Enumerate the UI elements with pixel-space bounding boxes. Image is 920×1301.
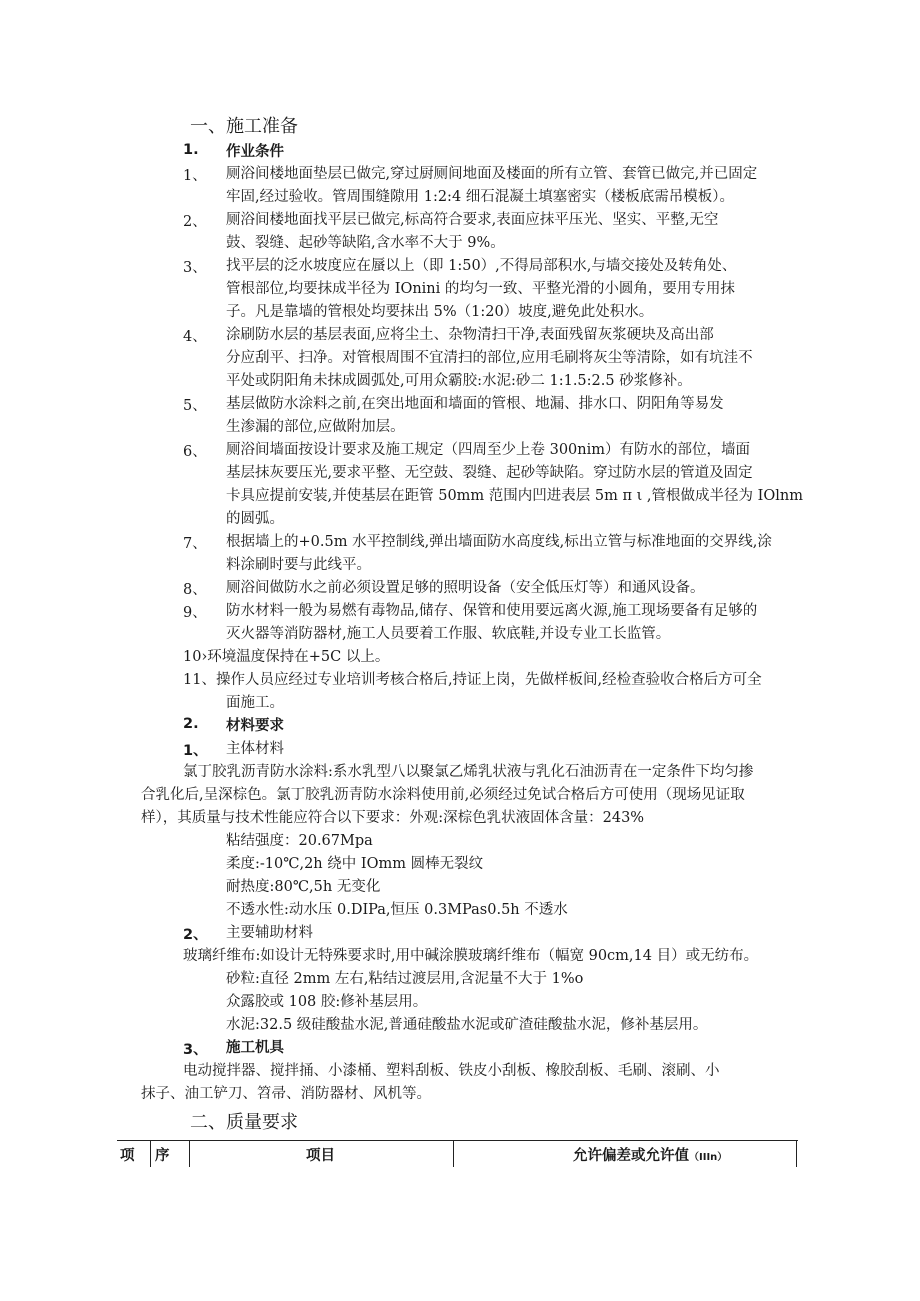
subsubsection-title-aux-material: 主要辅助材料 xyxy=(226,925,313,941)
item-text-line: 的圆弧。 xyxy=(226,511,284,527)
item-text-line: 料涂刷时要与此线平。 xyxy=(226,557,371,573)
paragraph-line: 玻璃纤维布:如设计无特殊要求时,用中碱涂膜玻璃纤维布（幅宽 90cm,14 目）或无纺布。 xyxy=(183,948,759,964)
item-text-line: 子。凡是靠墙的管根处均要抹出 5%（1:20）坡度,避免此处积水。 xyxy=(226,304,654,320)
table-header-col1: 项 xyxy=(120,1148,135,1164)
spec-line: 砂粒:直径 2mm 左右,粘结过渡层用,含泥量不大于 1%o xyxy=(226,971,584,987)
paragraph-line: 氯丁胶乳沥青防水涂料:系水乳型八以聚氯乙烯乳状液与乳化石油沥青在一定条件下均匀掺 xyxy=(183,764,754,780)
subsubsection-number: 1、 xyxy=(183,743,208,759)
paragraph-line: 抹子、油工铲刀、笤帚、消防器材、风机等。 xyxy=(141,1086,431,1102)
item-number: 9、 xyxy=(183,605,207,621)
subsection-number: 1. xyxy=(183,142,199,158)
spec-line: 不透水性:动水压 0.DIPa,恒压 0.3MPas0.5h 不透水 xyxy=(226,902,568,918)
item-text-line: 管根部位,均要抹成半径为 IOnini 的均匀一致、平整光滑的小圆角，要用专用抹 xyxy=(226,281,735,297)
spec-line: 粘结强度：20.67Mpa xyxy=(226,833,373,849)
item-text-line: 基层抹灰要压光,要求平整、无空鼓、裂缝、起砂等缺陷。穿过防水层的管道及固定 xyxy=(226,465,753,481)
quality-table-header xyxy=(117,1140,798,1167)
subsection-title-material-requirements: 材料要求 xyxy=(226,718,284,734)
item-text-line: 灭火器等消防器材,施工人员要着工作服、软底鞋,并设专业工长监管。 xyxy=(226,626,671,642)
subsubsection-number: 2、 xyxy=(183,927,208,943)
item-number: 6、 xyxy=(183,444,207,460)
paragraph-line: 电动搅拌器、搅拌捅、小漆桶、塑料刮板、铁皮小刮板、橡胶刮板、毛刷、滚刷、小 xyxy=(183,1063,720,1079)
item-text-line: 牢固,经过验收。管周围缝隙用 1:2:4 细石混凝土填塞密实（楼板底需吊模板）。 xyxy=(226,189,735,205)
item-text-line: 10›环境温度保持在+5C 以上。 xyxy=(183,649,390,665)
item-number: 3、 xyxy=(183,260,207,276)
item-text-line: 厕浴间楼地面找平层已做完,标高符合要求,表面应抹平压光、坚实、平整,无空 xyxy=(226,212,719,228)
table-divider xyxy=(796,1141,797,1167)
spec-line: 水泥:32.5 级硅酸盐水泥,普通硅酸盐水泥或矿渣硅酸盐水泥，修补基层用。 xyxy=(226,1017,708,1033)
subsection-title-tools: 施工机具 xyxy=(226,1040,284,1056)
item-text-line: 厕浴间楼地面垫层已做完,穿过厨厕间地面及楼面的所有立管、套管已做完,并已固定 xyxy=(226,166,758,182)
table-divider xyxy=(189,1141,190,1167)
paragraph-line: 合乳化后,呈深棕色。氯丁胶乳沥青防水涂料使用前,必须经过免试合格后方可使用（现场见证取 xyxy=(141,787,745,803)
item-text-line: 鼓、裂缝、起砂等缺陷,含水率不大于 9%。 xyxy=(226,235,505,251)
table-header-tolerance xyxy=(573,1144,727,1165)
table-header-tolerance-label: 允许偏差或允许值 xyxy=(573,1148,689,1164)
item-number: 1、 xyxy=(183,168,207,184)
item-text-line: 厕浴间做防水之前必须设置足够的照明设备（安全低压灯等）和通风设备。 xyxy=(226,580,705,596)
subsection-title-work-conditions: 作业条件 xyxy=(226,144,284,160)
item-text-line: 找平层的泛水坡度应在蜃以上（即 1:50）,不得局部积水,与墙交接处及转角处、 xyxy=(226,258,737,274)
item-text-line: 根据墙上的+0.5m 水平控制线,弹出墙面防水高度线,标出立管与标准地面的交界线,涂 xyxy=(226,534,772,550)
table-header-col2: 序 xyxy=(155,1148,170,1164)
spec-line: 柔度:-10℃,2h 绕中 IOmm 圆棒无裂纹 xyxy=(226,856,484,872)
item-text-line: 生渗漏的部位,应做附加层。 xyxy=(226,419,405,435)
item-text-line: 基层做防水涂料之前,在突出地面和墙面的管根、地漏、排水口、阴阳角等易发 xyxy=(226,396,724,412)
spec-line: 耐热度:80℃,5h 无变化 xyxy=(226,879,381,895)
item-text-line: 卡具应提前安装,并使基层在距管 50mm 范围内凹进表层 5m π ι ,管根做成半径为 IOlnm xyxy=(226,488,803,504)
paragraph-line: 样），其质量与技术性能应符合以下要求：外观:深棕色乳状液固体含量：243% xyxy=(141,810,645,826)
item-text-line: 11、操作人员应经过专业培训考核合格后,持证上岗，先做样板间,经检查验收合格后方可全 xyxy=(183,672,762,688)
item-text-line: 平处或阴阳角未抹成圆弧处,可用众霸胶:水泥:砂二 1:1.5:2.5 砂浆修补。 xyxy=(226,373,692,389)
item-text-line: 防水材料一般为易燃有毒物品,储存、保管和使用要远离火源,施工现场要备有足够的 xyxy=(226,603,758,619)
subsection-number: 2. xyxy=(183,716,199,732)
item-number: 5、 xyxy=(183,398,207,414)
spec-line: 众露胶或 108 胶:修补基层用。 xyxy=(226,994,428,1010)
item-text-line: 分应刮平、扫净。对管根周围不宜清扫的部位,应用毛刷将灰尘等清除，如有坑洼不 xyxy=(226,350,753,366)
section-title-quality: 二、质量要求 xyxy=(190,1112,298,1133)
table-divider xyxy=(453,1141,454,1167)
item-text-line: 涂刷防水层的基层表面,应将尘土、杂物清扫干净,表面残留灰浆硬块及高出部 xyxy=(226,327,714,343)
item-number: 4、 xyxy=(183,329,207,345)
subsubsection-title-main-material: 主体材料 xyxy=(226,741,284,757)
item-number: 7、 xyxy=(183,536,207,552)
item-number: 8、 xyxy=(183,582,207,598)
section-title-preparation: 一、施工准备 xyxy=(190,116,298,137)
subsection-number: 3、 xyxy=(183,1042,208,1058)
item-number: 2、 xyxy=(183,214,207,230)
item-text-line: 面施工。 xyxy=(226,695,284,711)
table-divider xyxy=(150,1141,151,1167)
table-header-item: 项目 xyxy=(306,1148,335,1164)
item-text-line: 厕浴间墙面按设计要求及施工规定（四周至少上卷 300nim）有防水的部位，墙面 xyxy=(226,442,751,458)
table-header-tolerance-unit: （IIIn） xyxy=(689,1152,728,1163)
